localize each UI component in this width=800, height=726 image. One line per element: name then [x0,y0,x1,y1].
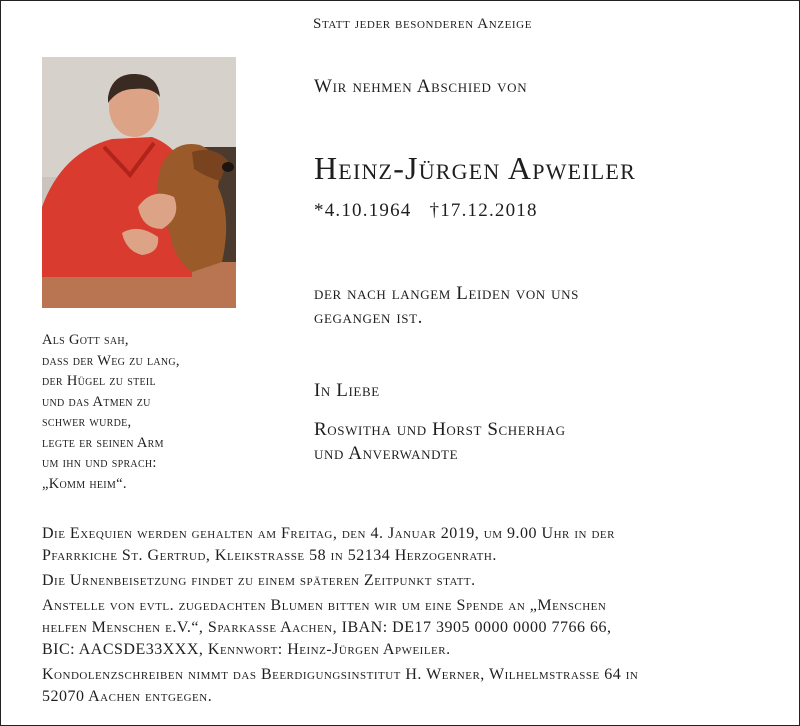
notice-line: Kondolenzschreiben nimmt das Beerdigungsinstitut H. Werner, Wilhelmstrasse 64 in [42,666,639,683]
notice-line: Anstelle von evtl. zugedachten Blumen bitten wir um eine Spende an „Menschen [42,597,607,614]
poem-line: um ihn und sprach: [42,455,157,471]
poem-line: „Komm heim“. [42,475,127,492]
poem-line: schwer wurde, [42,414,132,430]
poem-line: legte er seinen Arm [42,434,164,451]
life-dates [314,200,556,222]
mourners-line: Roswitha und Horst Scherhag [314,419,566,440]
mourners [314,418,566,466]
death-date: †17.12.2018 [429,200,538,221]
portrait-photo [42,57,236,308]
suffering-text [314,282,714,330]
notices [42,520,638,711]
suffering-line: der nach langem Leiden von uns [314,283,579,304]
poem-line: Als Gott sah, [42,332,129,348]
poem-line: der Hügel zu steil [42,373,156,389]
notice-line: 52070 Aachen entgegen. [42,688,213,705]
notice-line: BIC: AACSDE33XXX, Kennwort: Heinz-Jürgen Apweiler. [42,641,451,658]
notice-line: helfen Menschen e.V.“, Sparkasse Aachen, IBAN: DE17 3905 0000 0000 7766 66, [42,619,612,636]
poem [42,330,180,494]
notice-line: Die Exequien werden gehalten am Freitag, den 4. Januar 2019, um 9.00 Uhr in der [42,525,615,542]
in-love-line: In Liebe [314,380,380,401]
mourners-line: und Anverwandte [314,443,459,464]
deceased-name: Heinz-Jürgen Apweiler [314,150,636,186]
poem-line: und das Atmen zu [42,393,151,410]
birth-date: *4.10.1964 [314,200,412,221]
suffering-line: gegangen ist. [314,307,424,328]
poem-line: dass der Weg zu lang, [42,352,180,369]
notice-line: Die Urnenbeisetzung findet zu einem späteren Zeitpunkt statt. [42,572,476,589]
notice-line: Pfarrkiche St. Gertrud, Kleikstrasse 58 in 52134 Herzogenrath. [42,547,497,564]
portrait-image [42,57,236,308]
header-note: Statt jeder besonderen Anzeige [313,16,533,32]
intro-line: Wir nehmen Abschied von [314,76,528,97]
